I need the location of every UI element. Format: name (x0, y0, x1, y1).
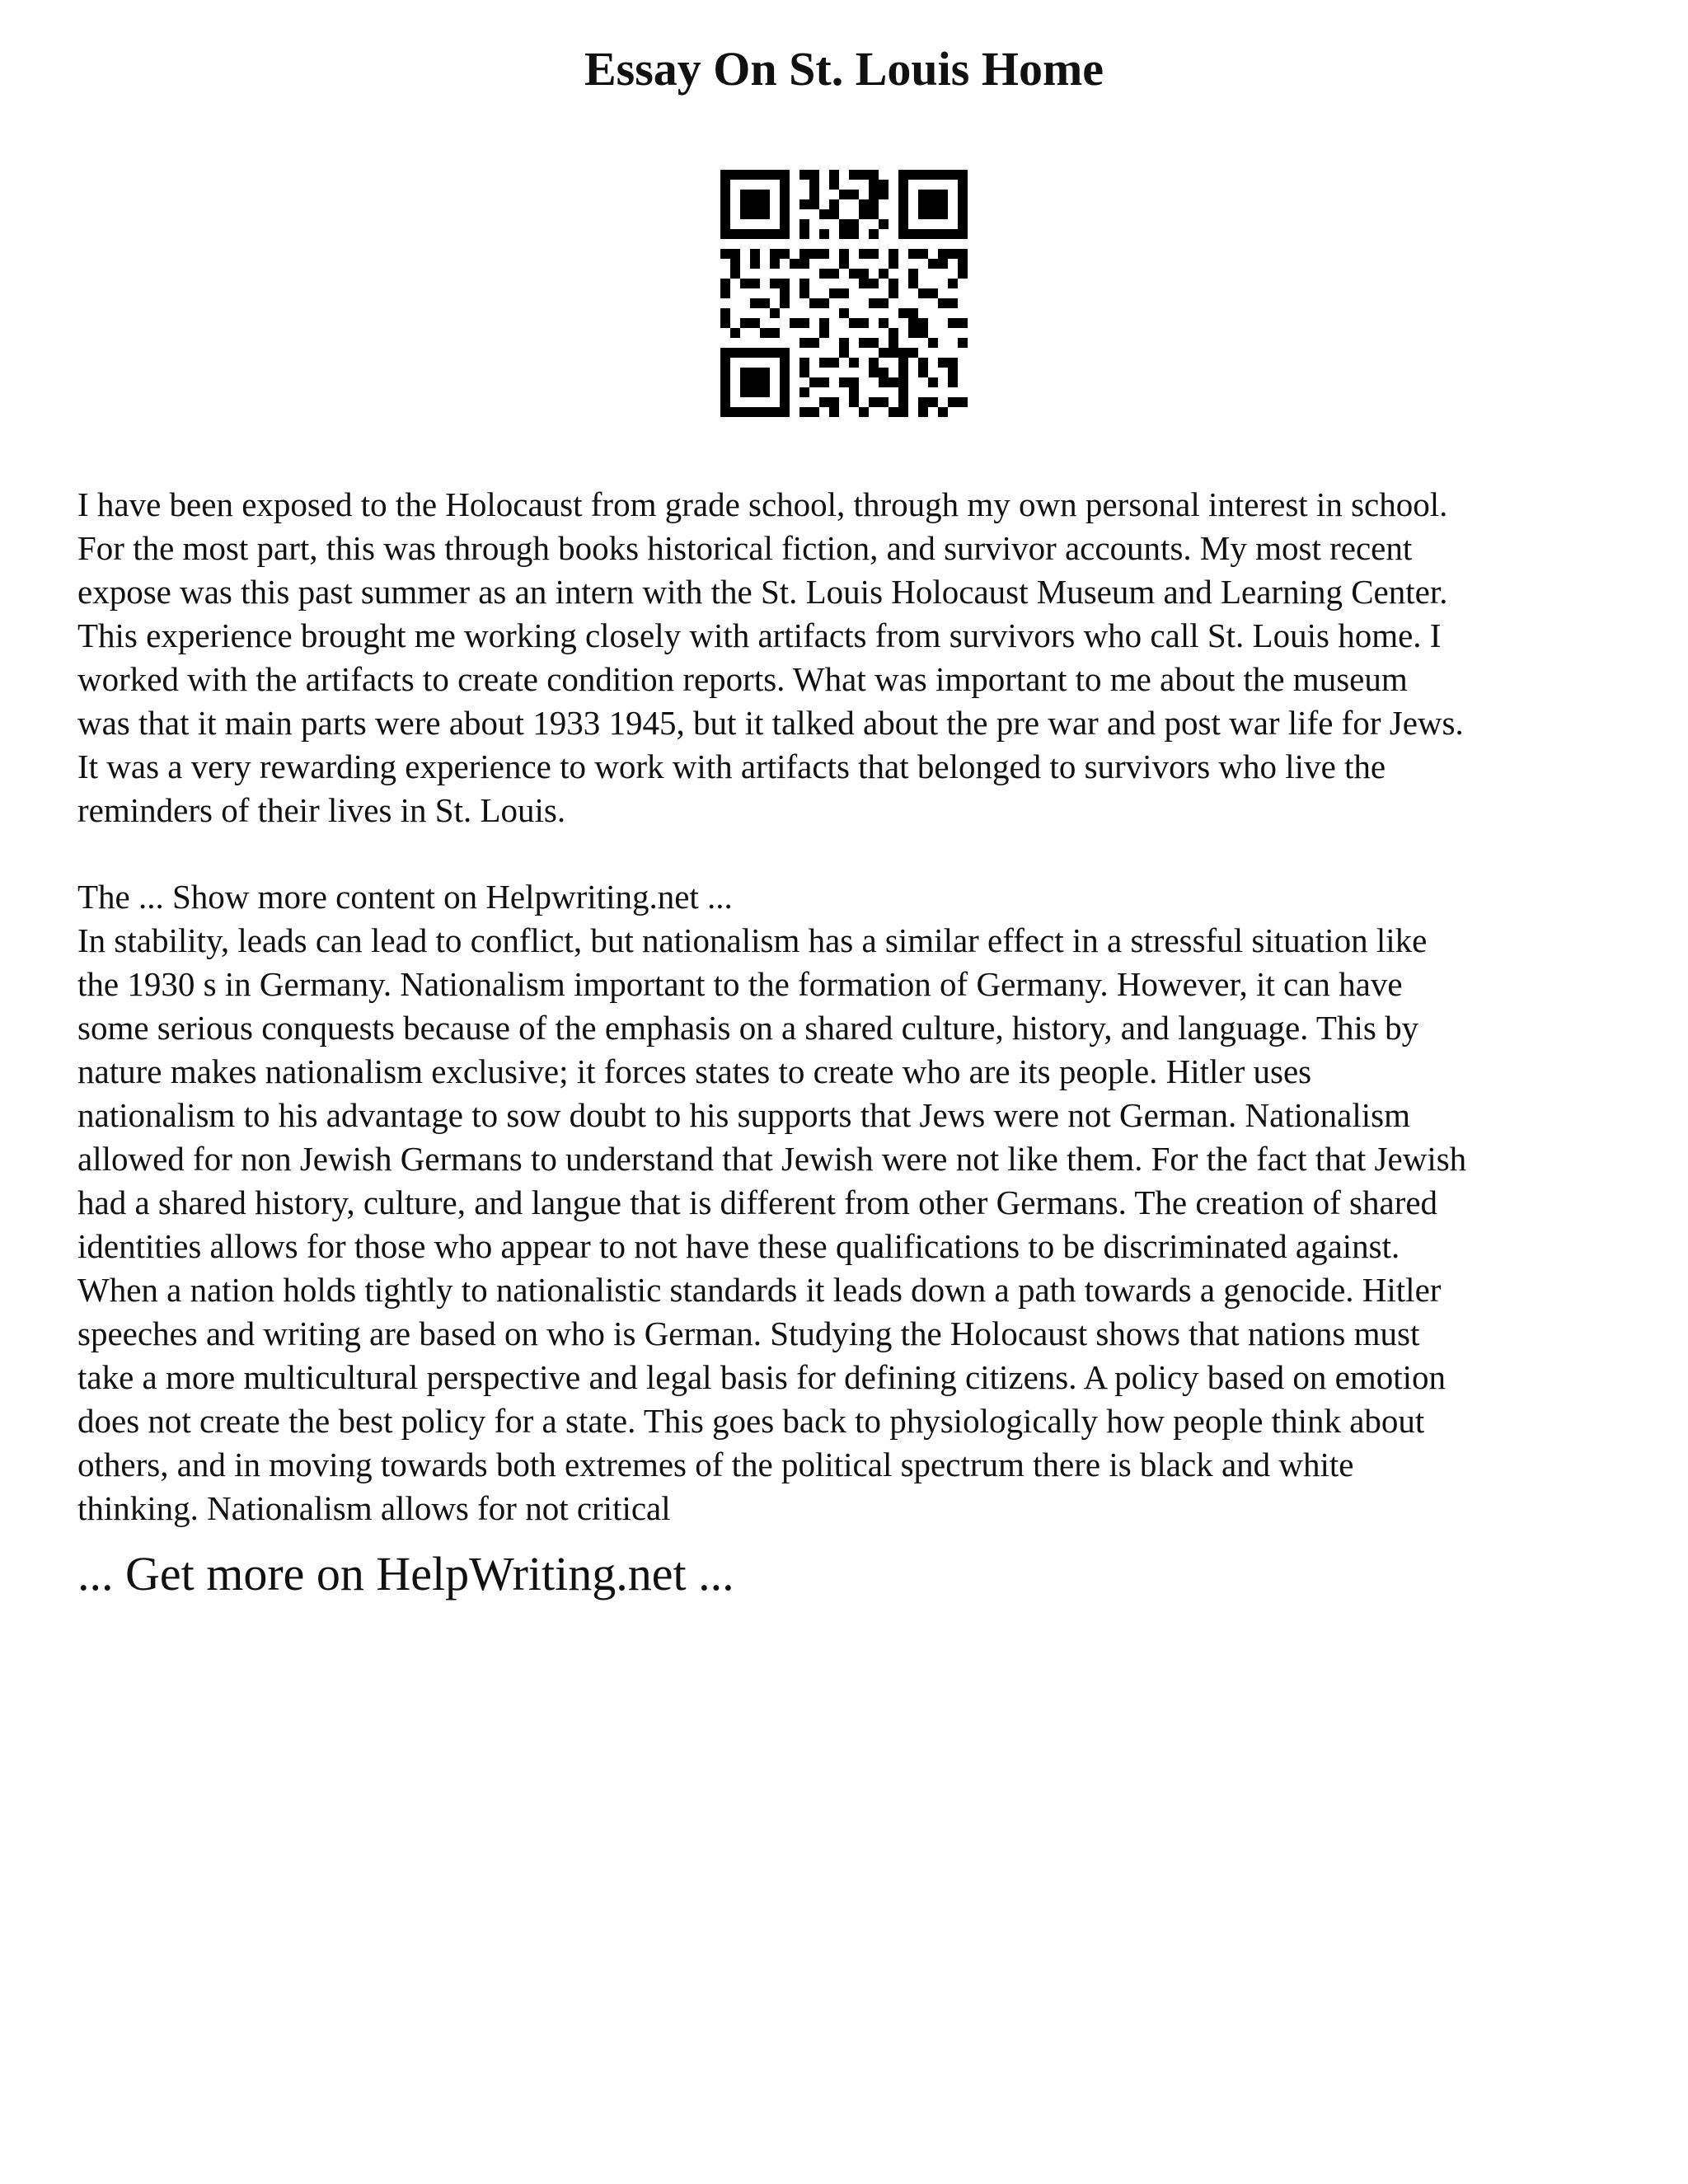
paragraph-line: In stability, leads can lead to conflict, but nationalism has a similar effect in a stressful situation like (77, 921, 1428, 959)
paragraph-line: I have been exposed to the Holocaust from grade school, through my own personal interest in school. (77, 485, 1448, 523)
paragraph-line: take a more multicultural perspective and legal basis for defining citizens. A policy based on emotion (77, 1358, 1447, 1396)
paragraph-line: others, and in moving towards both extremes of the political spectrum there is black and white (77, 1446, 1354, 1483)
paragraph-line: identities allows for those who appear to not have these qualifications to be discriminated against. (77, 1227, 1400, 1265)
paragraph-line: had a shared history, culture, and langue that is different from other Germans. The creation of shared (77, 1183, 1438, 1221)
paragraph-line: was that it main parts were about 1933 1945, but it talked about the pre war and post war life for Jews. (77, 704, 1464, 742)
page-title: Essay On St. Louis Home (584, 42, 1104, 96)
paragraph-line: thinking. Nationalism allows for not critical (77, 1489, 671, 1527)
paragraph-line: some serious conquests because of the emphasis on a shared culture, history, and language. This by (77, 1009, 1419, 1047)
qr-code-icon (720, 170, 968, 417)
paragraph-line: This experience brought me working closely with artifacts from survivors who call St. Louis home. I (77, 616, 1442, 654)
paragraph-line: does not create the best policy for a state. This goes back to physiologically how people think about (77, 1402, 1425, 1440)
paragraph-line: nationalism to his advantage to sow doubt to his supports that Jews were not German. Nationalism (77, 1096, 1410, 1134)
paragraph-line: nature makes nationalism exclusive; it forces states to create who are its people. Hitler uses (77, 1052, 1312, 1090)
essay-paragraph-body (77, 875, 1635, 1530)
paragraph-line: speeches and writing are based on who is German. Studying the Holocaust shows that nations must (77, 1315, 1420, 1352)
get-more-link[interactable]: ... Get more on HelpWriting.net ... (77, 1547, 734, 1601)
paragraph-line: allowed for non Jewish Germans to understand that Jewish were not like them. For the fact that Jewish (77, 1140, 1467, 1178)
essay-paragraph-intro (77, 483, 1635, 832)
paragraph-line: worked with the artifacts to create condition reports. What was important to me about the museum (77, 660, 1408, 698)
paragraph-line: It was a very rewarding experience to work with artifacts that belonged to survivors who live the (77, 748, 1386, 785)
paragraph-line: expose was this past summer as an intern with the St. Louis Holocaust Museum and Learning Center. (77, 573, 1448, 611)
qr-code-graphic (720, 170, 968, 417)
paragraph-line: the 1930 s in Germany. Nationalism important to the formation of Germany. However, it can have (77, 965, 1403, 1003)
paragraph-line: For the most part, this was through books historical fiction, and survivor accounts. My most recent (77, 529, 1413, 567)
show-more-line[interactable]: The ... Show more content on Helpwriting.net ... (77, 878, 733, 916)
paragraph-line: reminders of their lives in St. Louis. (77, 791, 566, 829)
paragraph-line: When a nation holds tightly to nationalistic standards it leads down a path towards a genocide. Hitler (77, 1271, 1442, 1309)
